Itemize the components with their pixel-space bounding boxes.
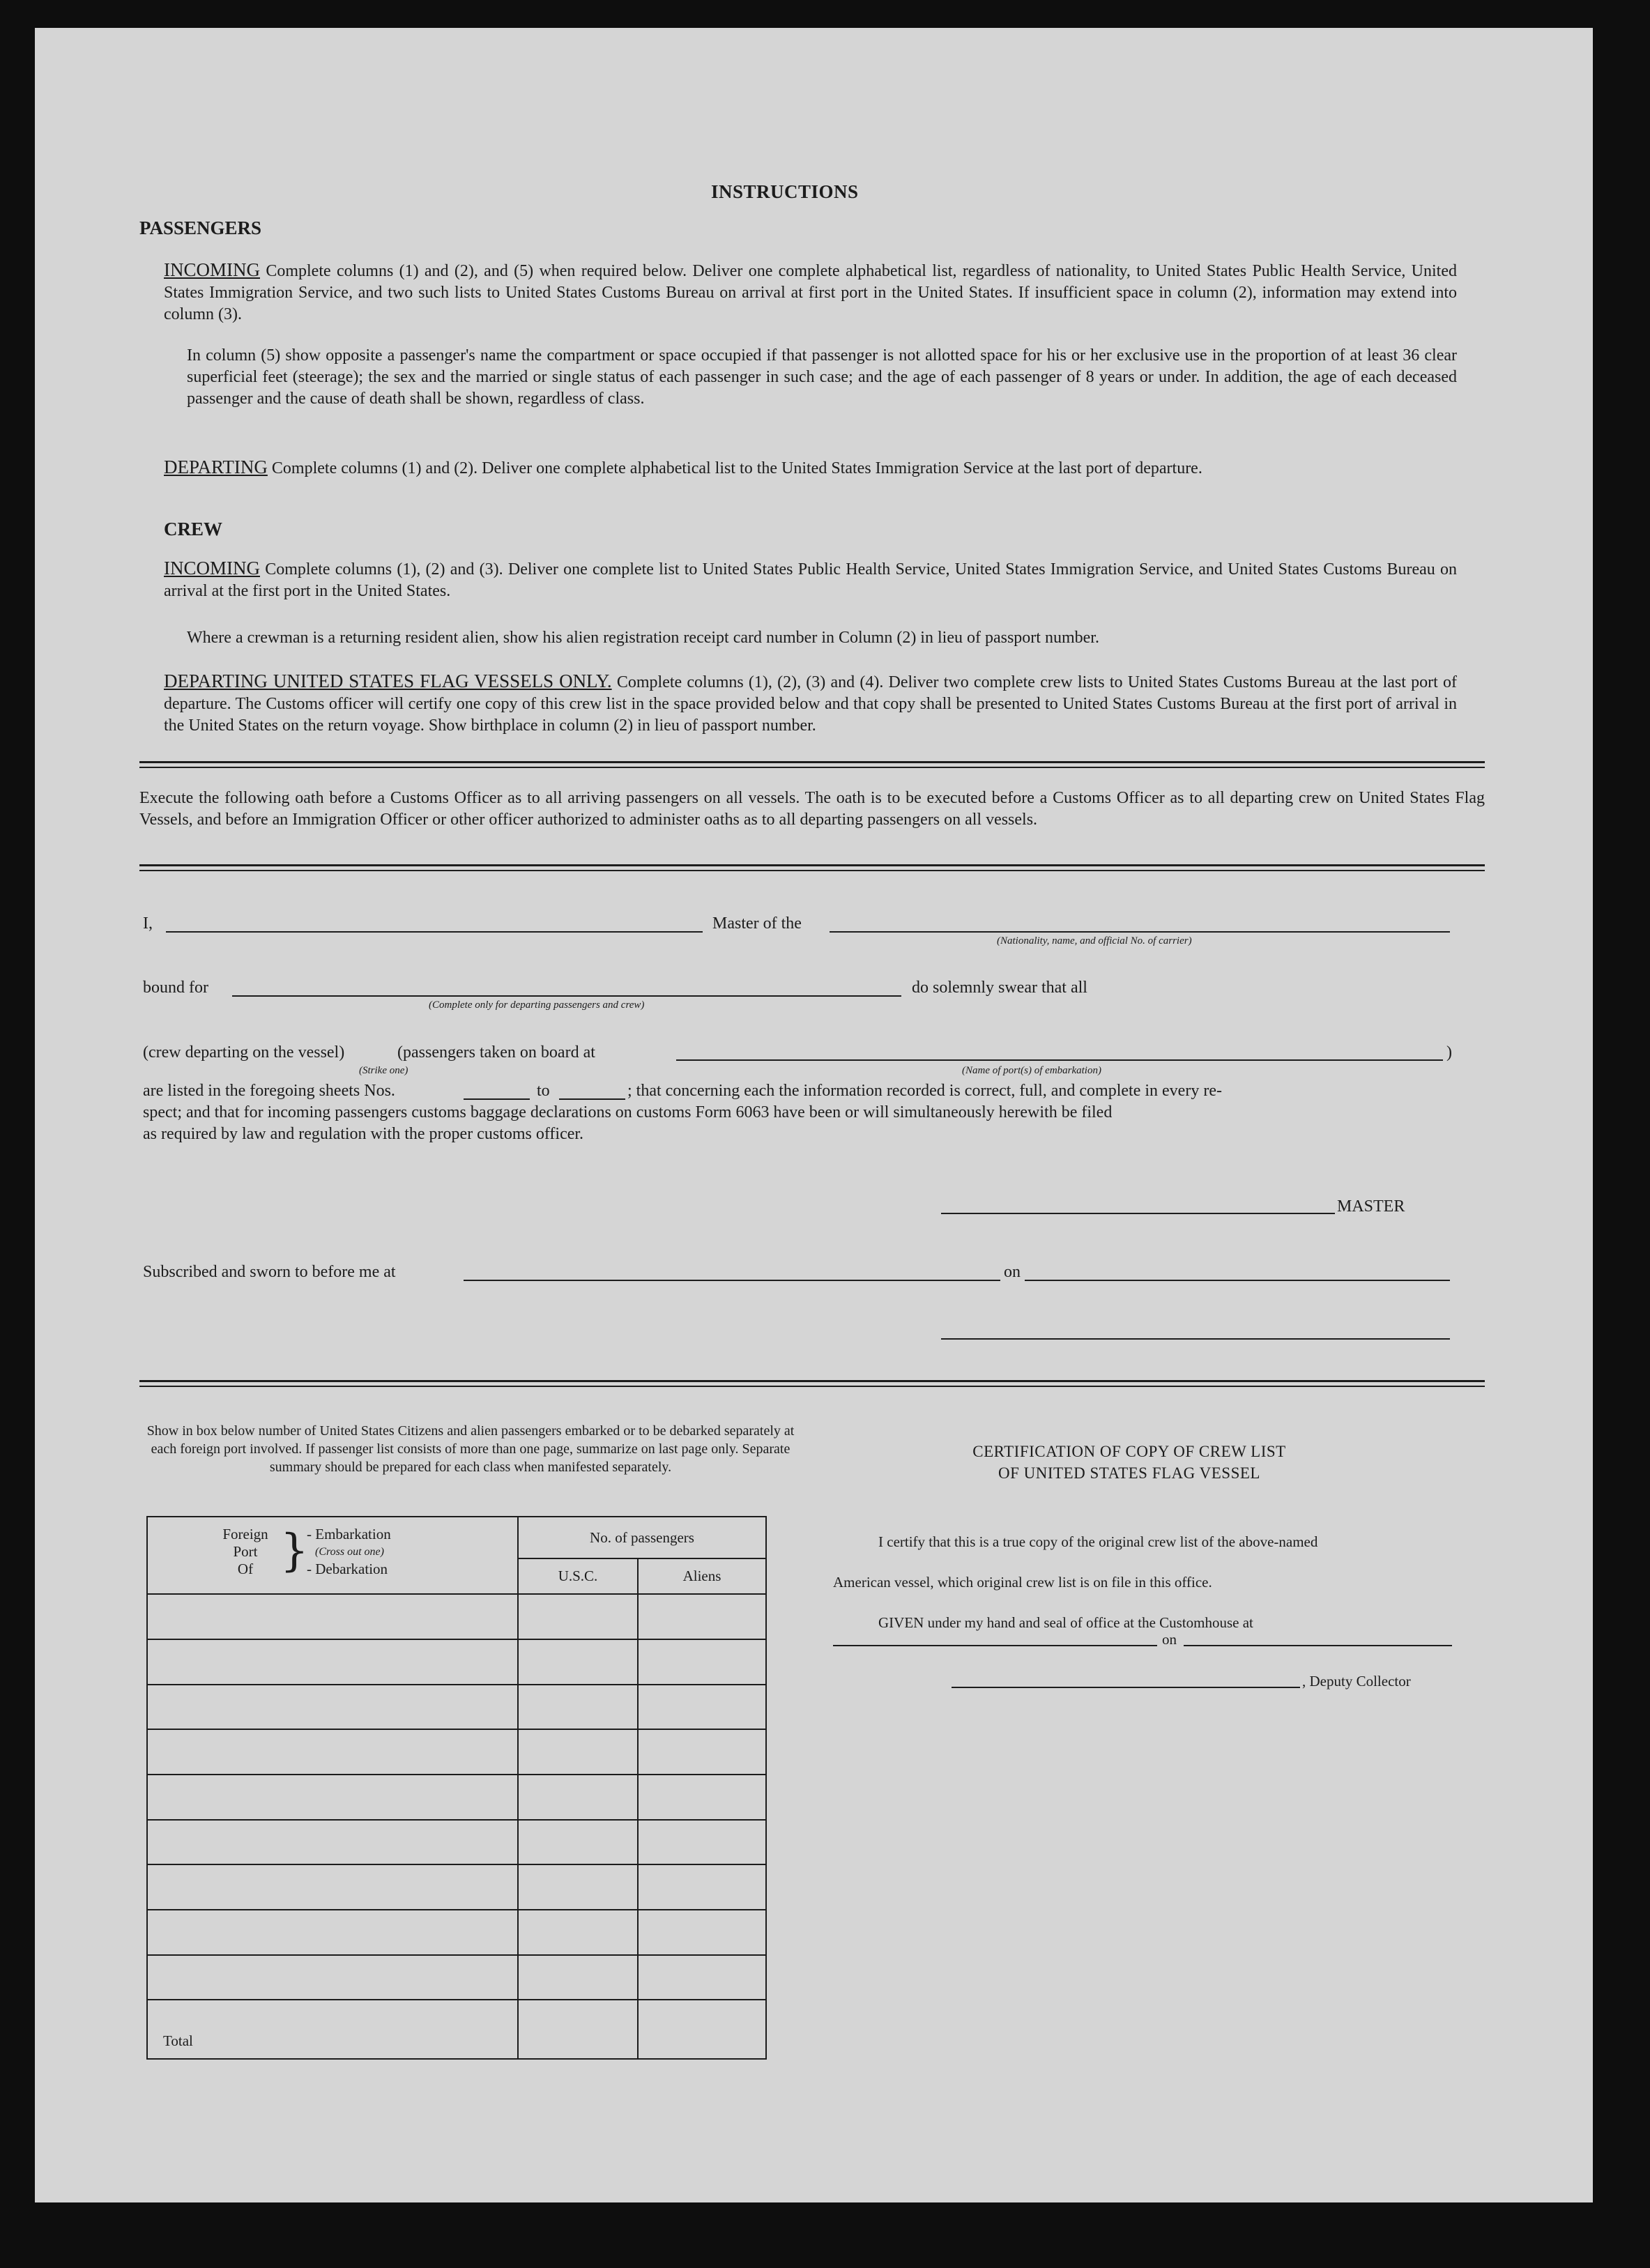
oath-listed-pre: are listed in the foregoing sheets Nos. <box>143 1082 395 1100</box>
oath-listed-to: to <box>537 1082 550 1100</box>
form-sheet <box>35 28 1593 2202</box>
aliens-cell[interactable] <box>638 1864 766 1910</box>
nationality-note: (Nationality, name, and official No. of carrier) <box>997 935 1192 947</box>
oath-crew-departing[interactable]: (crew departing on the vessel) <box>143 1043 345 1062</box>
usc-cell[interactable] <box>518 1685 638 1730</box>
brace-icon: } <box>280 1525 309 1577</box>
no-passengers-header: No. of passengers <box>518 1517 766 1558</box>
aliens-cell[interactable] <box>638 1685 766 1730</box>
certification-title-line2: OF UNITED STATES FLAG VESSEL <box>998 1464 1260 1482</box>
usc-cell[interactable] <box>518 1955 638 2000</box>
table-row <box>147 1864 766 1910</box>
usc-cell[interactable] <box>518 1820 638 1865</box>
of-label: Of <box>237 1561 254 1577</box>
deputy-signature-field[interactable] <box>952 1687 1300 1688</box>
table-row <box>147 1955 766 2000</box>
master-name-field[interactable] <box>166 931 703 933</box>
aliens-cell[interactable] <box>638 1955 766 2000</box>
oath-listed-post: ; that concerning each the information recorded is correct, full, and complete in every re- <box>627 1082 1222 1100</box>
instructions-title: INSTRUCTIONS <box>711 181 859 202</box>
sworn-place-field[interactable] <box>464 1280 1000 1281</box>
embarkation-label[interactable]: - Embarkation <box>307 1526 391 1542</box>
usc-cell[interactable] <box>518 1639 638 1685</box>
master-signature-field[interactable] <box>941 1213 1335 1214</box>
table-row <box>147 1594 766 1639</box>
passengers-departing-block <box>164 457 1457 480</box>
certification-title <box>857 1441 1401 1484</box>
port-cell[interactable] <box>147 1729 518 1775</box>
port-cell[interactable] <box>147 1955 518 2000</box>
oath-on-label: on <box>1004 1263 1021 1281</box>
table-row <box>147 1820 766 1865</box>
foreign-label: Foreign <box>222 1526 268 1542</box>
total-label: Total <box>147 2000 518 2059</box>
port-summary-table <box>146 1516 767 2060</box>
sworn-date-field[interactable] <box>1025 1280 1450 1281</box>
certification-title-line1: CERTIFICATION OF COPY OF CREW LIST <box>972 1443 1286 1460</box>
crew-heading: CREW <box>164 519 223 539</box>
usc-cell[interactable] <box>518 1775 638 1820</box>
certification-line3: GIVEN under my hand and seal of office at the Customhouse at <box>878 1614 1253 1631</box>
bound-for-field[interactable] <box>232 995 901 997</box>
certification-date-field[interactable] <box>1184 1645 1452 1646</box>
aliens-cell[interactable] <box>638 1910 766 1955</box>
crew-incoming-text: Complete columns (1), (2) and (3). Deliver one complete list to United States Public Health Service, United States Immigration Service, and United States Customs Bureau on arrival at the first port in the United States. <box>164 560 1457 600</box>
crew-departing-block <box>164 671 1457 737</box>
deputy-collector-label: , Deputy Collector <box>1302 1673 1411 1689</box>
oath-listed-line3: as required by law and regulation with the proper customs officer. <box>143 1125 584 1143</box>
passengers-departing-text: Complete columns (1) and (2). Deliver one complete alphabetical list to the United States Immigration Service at the last port of departure. <box>271 459 1202 477</box>
sheet-to-field[interactable] <box>559 1098 625 1100</box>
ports-note: (Name of port(s) of embarkation) <box>962 1065 1101 1076</box>
cross-out-note: (Cross out one) <box>315 1546 384 1558</box>
table-row <box>147 1639 766 1685</box>
strike-note: (Strike one) <box>359 1065 408 1076</box>
port-cell[interactable] <box>147 1820 518 1865</box>
oath-bound-for: bound for <box>143 979 208 997</box>
usc-total-cell[interactable] <box>518 2000 638 2059</box>
customhouse-field[interactable] <box>833 1645 1157 1646</box>
crew-resident-text: Where a crewman is a returning resident alien, show his alien registration receipt card number in Column (2) in lieu of passport number. <box>187 629 1099 647</box>
table-row <box>147 1685 766 1730</box>
crew-incoming-block <box>164 558 1457 602</box>
passengers-incoming-block <box>164 259 1457 325</box>
table-row <box>147 1775 766 1820</box>
usc-cell[interactable] <box>518 1594 638 1639</box>
certification-on-label: on <box>1162 1631 1177 1648</box>
aliens-cell[interactable] <box>638 1594 766 1639</box>
table-row <box>147 1910 766 1955</box>
passengers-departing-label: DEPARTING <box>164 457 268 477</box>
section-divider <box>139 761 1485 768</box>
aliens-total-cell[interactable] <box>638 2000 766 2059</box>
debarkation-label[interactable]: - Debarkation <box>307 1561 388 1577</box>
table-row <box>147 1729 766 1775</box>
passengers-heading: PASSENGERS <box>139 217 262 238</box>
aliens-cell[interactable] <box>638 1820 766 1865</box>
passengers-incoming-label: INCOMING <box>164 259 260 280</box>
port-cell[interactable] <box>147 1594 518 1639</box>
crew-incoming-label: INCOMING <box>164 558 260 579</box>
port-cell[interactable] <box>147 1910 518 1955</box>
port-cell[interactable] <box>147 1685 518 1730</box>
port-header-cell <box>147 1517 518 1594</box>
aliens-cell[interactable] <box>638 1775 766 1820</box>
summary-divider <box>139 1380 1485 1387</box>
oath-intro: Execute the following oath before a Customs Officer as to all arriving passengers on all vessels. The oath is to be executed before a Customs Officer as to all departing crew on United States Flag Vessels, and before an Immigration Officer or other officer authorized to administer oaths as to all departing passengers on all vessels. <box>139 789 1485 829</box>
embarkation-ports-field[interactable] <box>676 1059 1443 1061</box>
close-paren: ) <box>1446 1043 1452 1062</box>
usc-cell[interactable] <box>518 1910 638 1955</box>
oath-listed-line2: spect; and that for incoming passengers customs baggage declarations on customs Form 6063 have been or will simultaneously herewith be filed <box>143 1103 1113 1121</box>
crew-departing-label: DEPARTING UNITED STATES FLAG VESSELS ONLY. <box>164 671 612 691</box>
aliens-cell[interactable] <box>638 1729 766 1775</box>
oath-divider <box>139 864 1485 871</box>
aliens-cell[interactable] <box>638 1639 766 1685</box>
certification-line2: American vessel, which original crew list is on file in this office. <box>833 1574 1212 1591</box>
total-row <box>147 2000 766 2059</box>
officer-signature-field[interactable] <box>941 1338 1450 1340</box>
usc-header: U.S.C. <box>518 1558 638 1594</box>
port-cell[interactable] <box>147 1864 518 1910</box>
usc-cell[interactable] <box>518 1729 638 1775</box>
usc-cell[interactable] <box>518 1864 638 1910</box>
oath-subscribed: Subscribed and sworn to before me at <box>143 1263 396 1281</box>
certification-line1: I certify that this is a true copy of the original crew list of the above-named <box>878 1533 1318 1550</box>
port-cell[interactable] <box>147 1639 518 1685</box>
oath-passengers-taken[interactable]: (passengers taken on board at <box>397 1043 595 1062</box>
oath-i-label: I, <box>143 914 153 933</box>
master-label: MASTER <box>1337 1197 1405 1216</box>
carrier-field[interactable] <box>830 931 1450 933</box>
summary-instructions: Show in box below number of United States Citizens and alien passengers embarked or to be debarked separately at each foreign port involved. If passenger list consists of more than one page, summarize on last page only. Separate summary should be prepared for each class when manifested separately. <box>146 1423 795 1475</box>
crew-departing-text: Complete columns (1), (2), (3) and (4). Deliver two complete crew lists to United States Customs Bureau at the last port of departure. The Customs officer will certify one copy of this crew list in the space provided below and that copy shall be presented to United States Customs Bureau at the first port of arrival in the United States on the return voyage. Show birthplace in column (2) in lieu of passport number. <box>164 673 1457 735</box>
oath-master-of-the: Master of the <box>712 914 802 933</box>
aliens-header: Aliens <box>638 1558 766 1594</box>
complete-note: (Complete only for departing passengers and crew) <box>429 999 645 1011</box>
port-label: Port <box>233 1543 258 1560</box>
passengers-incoming-text: Complete columns (1) and (2), and (5) when required below. Deliver one complete alphabetical list, regardless of nationality, to United States Public Health Service, United States Immigration Service, and two such lists to United States Customs Bureau on arrival at first port in the United States. If insufficient space in column (2), information may extend into column (3). <box>164 262 1458 323</box>
passengers-column5-text: In column (5) show opposite a passenger's name the compartment or space occupied if that passenger is not allotted space for his or her exclusive use in the proportion of at least 36 clear superficial feet (steerage); the sex and the married or single status of each passenger in such case; and the age of each passenger of 8 years or under. In addition, the age of each deceased passenger and the cause of death shall be shown, regardless of class. <box>187 346 1457 408</box>
port-cell[interactable] <box>147 1775 518 1820</box>
sheet-from-field[interactable] <box>464 1098 530 1100</box>
oath-do-swear: do solemnly swear that all <box>912 979 1087 997</box>
